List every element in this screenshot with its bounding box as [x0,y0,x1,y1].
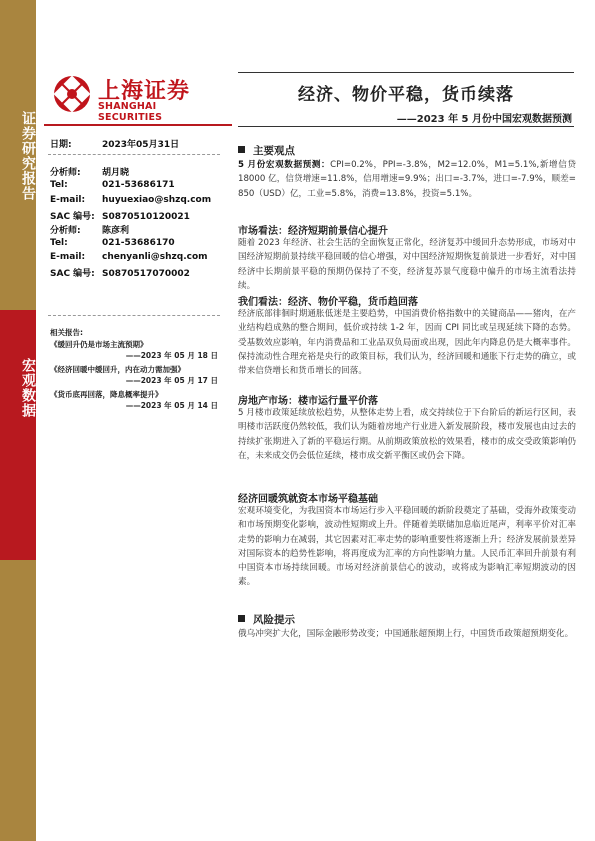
divider [48,154,220,155]
analyst1-name-row [50,165,129,178]
analyst-label: 分析师: [50,226,81,236]
date-value: 2023年05月31日 [102,140,180,150]
email-label: E-mail: [50,252,86,262]
related-report-title[interactable]: 《经济回暖中缓回升，内在动力需加强》 [50,365,185,374]
report-subtitle: ——2023 年 5 月份中国宏观数据预测 [396,114,572,125]
divider [48,315,220,316]
related-report-item[interactable] [50,364,218,386]
date-row [50,137,179,150]
tel-value: 021-53686170 [102,238,175,248]
tel-value: 021-53686171 [102,180,175,190]
tel-label: Tel: [50,238,68,248]
forecast-body: CPI=0.2%，PPI=-3.8%，M2=12.0%，M1=5.1%,新增信贷 18000 亿，信贷增速=11.8%，信用增速=9.9%；出口=-3.7%，进口=-7.9%，顺差= 850（USD）亿，工业=5.8%，消费=13.8%，投资=5.1%。 [238,160,576,199]
analyst2-email-row [50,252,208,262]
analyst1-sac-row [50,209,190,222]
market-view-heading: 市场看法：经济短期前景信心提升 [238,226,388,237]
related-report-title[interactable]: 《货币底再回落，降息概率提升》 [50,390,163,399]
square-bullet-icon [238,146,245,153]
related-reports-title: 相关报告: [50,328,83,337]
capital-market-paragraph: 宏观环境变化，为我国资本市场运行步入平稳回暖的新阶段奠定了基础，受海外政策变动和市场预期变化影响，波动性短期或上升。伴随着美联储加息临近尾声，利率平价对汇率走势的影响力在减弱，其它因素对汇率走势的影响重要性将逐渐上升；经济发展前景差异对国际资本的趋势性影响，将再度成为汇率的方向性影响力量。人民币汇率回升前景有利中国资本市场持续回暖。市场对经济前景信心的波动，或将成为影响汇率短期波动的因素。 [238,506,576,588]
risk-paragraph: 俄乌冲突扩大化，国际金融形势改变；中国通胀超预期上行，中国货币政策超预期变化。 [238,629,574,639]
related-report-date: ——2023 年 05 月 17 日 [125,376,218,385]
analyst2-tel-row [50,238,175,248]
related-report-date: ——2023 年 05 月 14 日 [125,401,218,410]
report-type-label: 证券研究报告 [20,111,36,201]
related-report-date: ——2023 年 05 月 18 日 [125,351,218,360]
analyst-label: 分析师: [50,168,81,178]
property-heading: 房地产市场：楼市运行量平价落 [238,396,378,407]
section-label: 宏观数据 [20,358,36,418]
related-report-item[interactable] [50,389,218,411]
sidebar-band [0,0,36,841]
related-report-item[interactable] [50,339,218,361]
report-title: 经济、物价平稳，货币续落 [298,85,514,105]
analyst2-sac-row [50,266,190,279]
risk-title: 风险提示 [253,614,295,626]
risk-heading [238,612,295,627]
main-points-heading [238,143,295,158]
analyst1-email-row [50,195,211,205]
main-points-title: 主要观点 [253,145,295,157]
forecast-lead: 5 月份宏观数据预测： [238,160,331,170]
email-value[interactable]: huyuexiao@shzq.com [102,195,212,205]
analyst2-name-row [50,223,129,236]
our-view-paragraph: 经济底部徘徊时期通胀低迷是主要趋势，中国消费价格指数中的关键商品——猪肉，在产业结构趋成熟的整合期间，低价或持续 1-2 年，因而 CPI 同比或呈现延续下降的态势。受基数效应影响，年内消费品和工业品双负局面或出现，因此年内降息仍是大概率事件。保持流动性合理充裕是央行的政策目标，我们认为，经济回暖和通胀下行走势的确立，或带来信贷增长和货币增长的回落。 [238,309,576,377]
company-logo [52,74,222,123]
sac-label: SAC 编号: [50,212,95,222]
title-bottom-rule [238,126,574,127]
email-label: E-mail: [50,195,86,205]
title-top-rule [238,72,574,73]
logo-en-text: SHANGHAI SECURITIES [98,101,163,123]
tel-label: Tel: [50,180,68,190]
forecast-paragraph [238,158,576,201]
date-label: 日期: [50,140,72,150]
market-view-paragraph: 随着 2023 年经济、社会生活的全面恢复正常化，经济复苏中缓回升态势形成，市场对中国经济短期前景持续平稳回暖的信心增强，对中国经济短期恢复前景进一步看好，对中国经济中长期前景平稳的预期仍保持了不变，经济复苏景气度稳中偏升的市场主流看法持续。 [238,238,576,291]
email-value[interactable]: chenyanli@shzq.com [102,252,208,262]
sac-value: S0870510120021 [102,212,190,222]
logo-underline [44,124,232,126]
related-report-title[interactable]: 《缓回升仍是市场主流预期》 [50,340,148,349]
analyst-name: 胡月晓 [102,168,130,178]
logo-cn-text: 上海证券 [98,79,191,104]
sac-value: S0870517070002 [102,269,190,279]
sac-label: SAC 编号: [50,269,95,279]
analyst1-tel-row [50,180,175,190]
capital-market-heading: 经济回暖筑就资本市场平稳基础 [238,494,378,505]
property-paragraph: 5 月楼市政策延续放松趋势，从整体走势上看，成交持续位于下台阶后的新运行区间，表明楼市活跃度仍然较低，我们认为随着房地产行业进入新发展阶段，楼市发展也由过去的持续扩张期进入了新的平稳运行期。从前期政策放松的效果看，楼市的成交受政策影响仍在，未来成交仍会低位延续，楼市成交新平衡区或仍会下降。 [238,408,576,461]
our-view-heading: 我们看法：经济、物价平稳，货币趋回落 [238,297,418,308]
square-bullet-icon [238,615,245,622]
analyst-name: 陈彦利 [102,226,130,236]
logo-mark-icon [52,74,92,114]
